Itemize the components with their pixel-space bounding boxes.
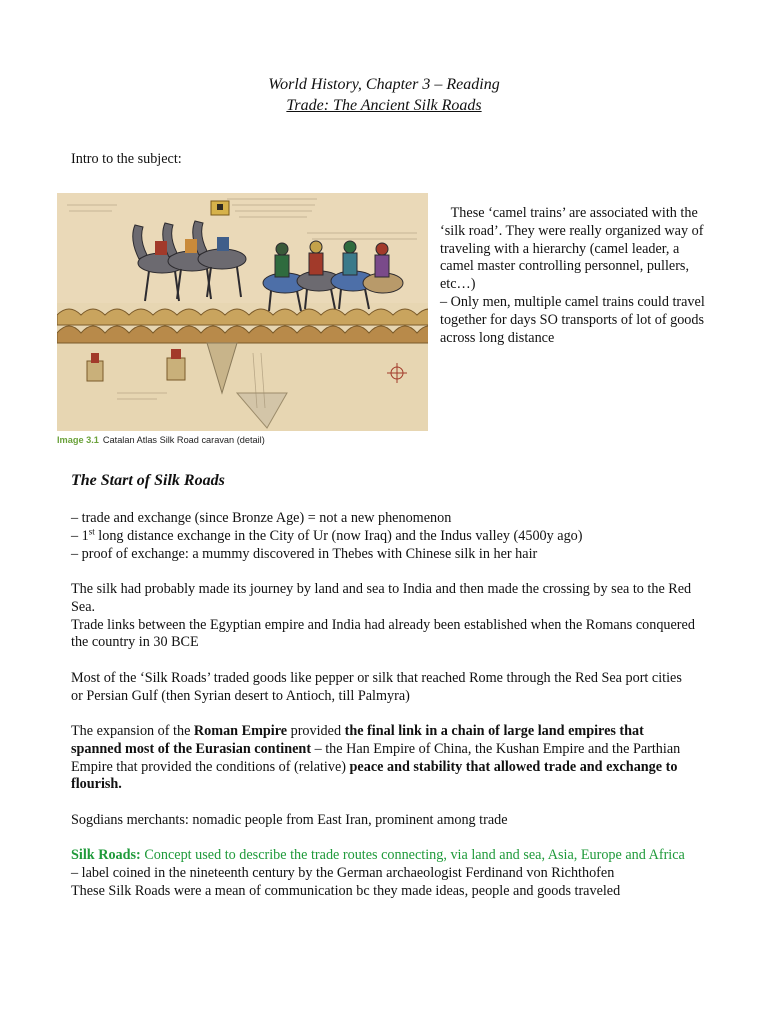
section-heading: The Start of Silk Roads <box>71 472 225 489</box>
bullet-first-exchange: – 1st long distance exchange in the City of Ur (now Iraq) and the Indus valley (4500y ago) <box>71 526 583 544</box>
document-subtitle: Trade: The Ancient Silk Roads <box>286 97 482 114</box>
bullet-proof: – proof of exchange: a mummy discovered in Thebes with Chinese silk in her hair <box>71 545 538 562</box>
image-description <box>440 205 705 347</box>
section-body <box>71 510 696 901</box>
image-description-paragraph: These ‘camel trains’ are associated with the ‘silk road’. They were really organized way of traveling with a hierarchy (camel leader, a camel master controlling personnel, pullers, etc…) <box>440 205 704 293</box>
figure-caption-tag: Image 3.1 <box>57 435 99 445</box>
catalan-atlas-image <box>57 193 428 431</box>
bullet-bronze-age: – trade and exchange (since Bronze Age) = not a new phenomenon <box>71 510 452 526</box>
paragraph-trade-links: Trade links between the Egyptian empire and India had already been established when the Romans conquered the country in 30 BCE <box>71 616 695 651</box>
paragraph-roman-empire: The expansion of the Roman Empire provided the final link in a chain of large land empires that spanned most of the Eurasian continent – the Han Empire of China, the Kushan Empire and the Parthian Empire that provided the conditions of (relative) peace and stability that allowed trade and exchange to flourish. <box>71 722 681 793</box>
paragraph-richthofen: – label coined in the nineteenth century by the German archaeologist Ferdinand von Richthofen <box>71 864 615 881</box>
paragraph-goods: Most of the ‘Silk Roads’ traded goods like pepper or silk that reached Rome through the Red Sea port cities or Persian Gulf (then Syrian desert to Antioch, till Palmyra) <box>71 669 682 704</box>
figure-caption-text: Catalan Atlas Silk Road caravan (detail) <box>102 435 265 445</box>
document-title: World History, Chapter 3 – Reading <box>268 76 500 93</box>
figure-caption <box>57 434 265 446</box>
paragraph-communication: These Silk Roads were a mean of communication bc they made ideas, people and goods traveled <box>71 882 621 899</box>
image-description-note: – Only men, multiple camel trains could travel together for days SO transports of lot of goods across long distance <box>440 293 705 346</box>
definition-silk-roads: Silk Roads: Concept used to describe the trade routes connecting, via land and sea, Asia, Europe and Africa <box>71 847 685 864</box>
paragraph-sogdians: Sogdians merchants: nomadic people from East Iran, prominent among trade <box>71 811 508 828</box>
paragraph-silk-journey: The silk had probably made its journey by land and sea to India and then made the crossing by sea to the Red Sea. <box>71 580 692 615</box>
intro-label: Intro to the subject: <box>71 151 182 167</box>
